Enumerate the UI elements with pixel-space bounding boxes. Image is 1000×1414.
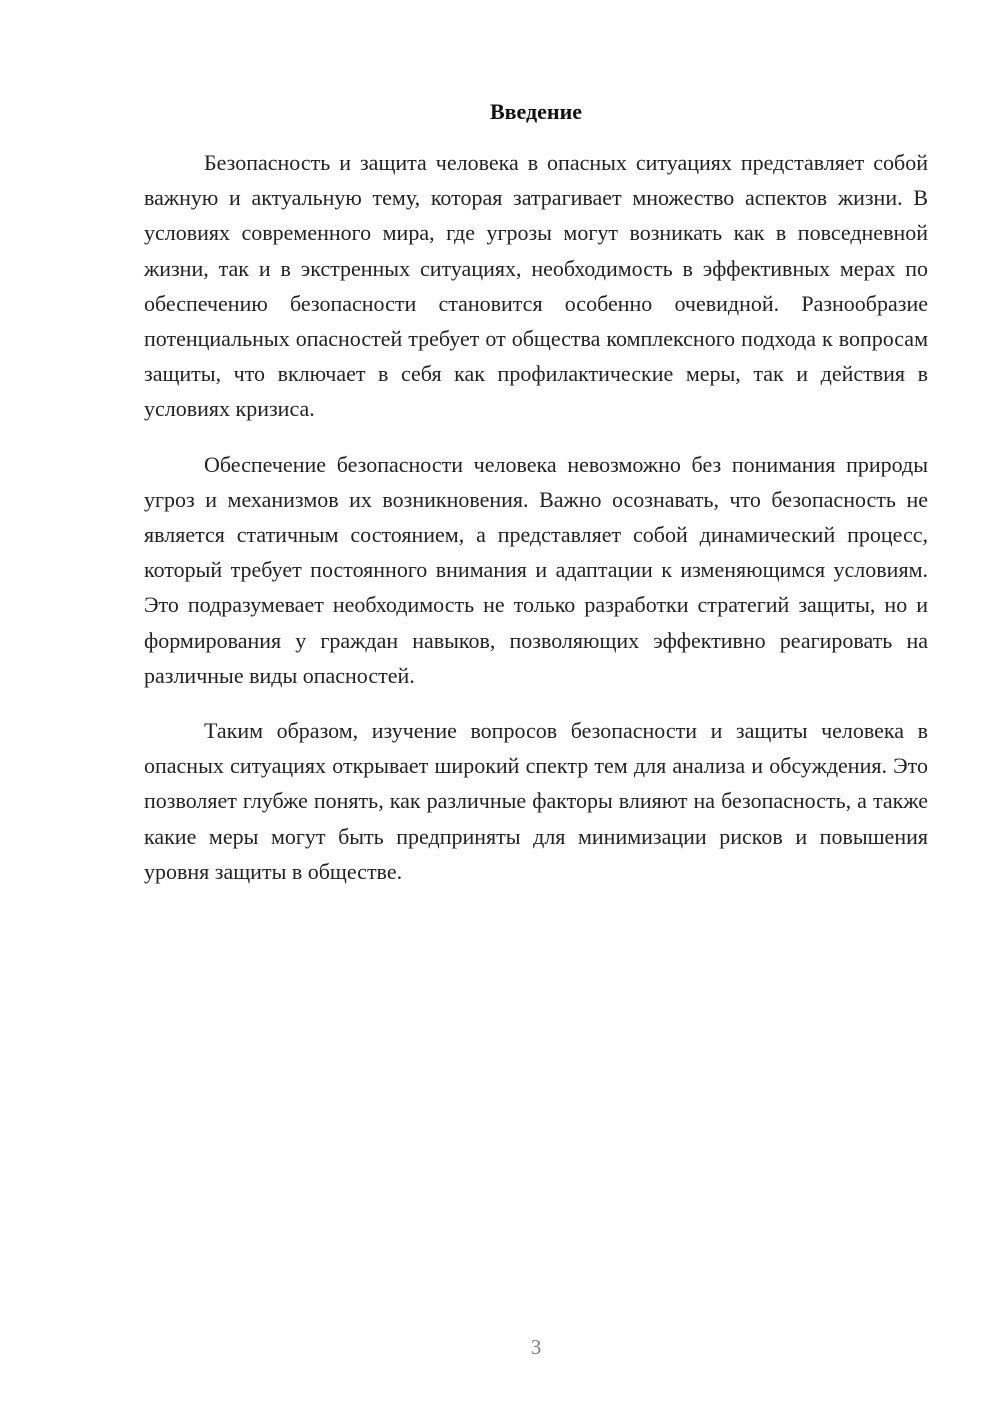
paragraph-1: Безопасность и защита человека в опасных ситуациях представляет собой важную и актуальную тему, которая затрагивает множество аспектов жизни. В условиях современного мира, где угрозы могут возникать как в повседневной жизни, так и в экстренных ситуациях, необходимость в эффективных мерах по обеспечению безопасности становится особенно очевидной. Разнообразие потенциальных опасностей требует от общества комплексного подхода к вопросам защиты, что включает в себя как профилактические меры, так и действия в условиях кризиса. <box>144 150 928 422</box>
page-number: 3 <box>530 1335 542 1359</box>
section-title: Введение <box>489 99 583 124</box>
paragraph-2: Обеспечение безопасности человека невозможно без понимания природы угроз и механизмов их возникновения. Важно осознавать, что безопасность не является статичным состоянием, а представляет собой динамический процесс, который требует постоянного внимания и адаптации к изменяющимся условиям. Это подразумевает необходимость не только разработки стратегий защиты, но и формирования у граждан навыков, позволяющих эффективно реагировать на различные виды опасностей. <box>144 451 928 688</box>
paragraph-3: Таким образом, изучение вопросов безопасности и защиты человека в опасных ситуациях открывает широкий спектр тем для анализа и обсуждения. Это позволяет глубже понять, как различные факторы влияют на безопасность, а также какие меры могут быть предприняты для минимизации рисков и повышения уровня защиты в обществе. <box>144 718 928 884</box>
page-content <box>144 98 928 909</box>
